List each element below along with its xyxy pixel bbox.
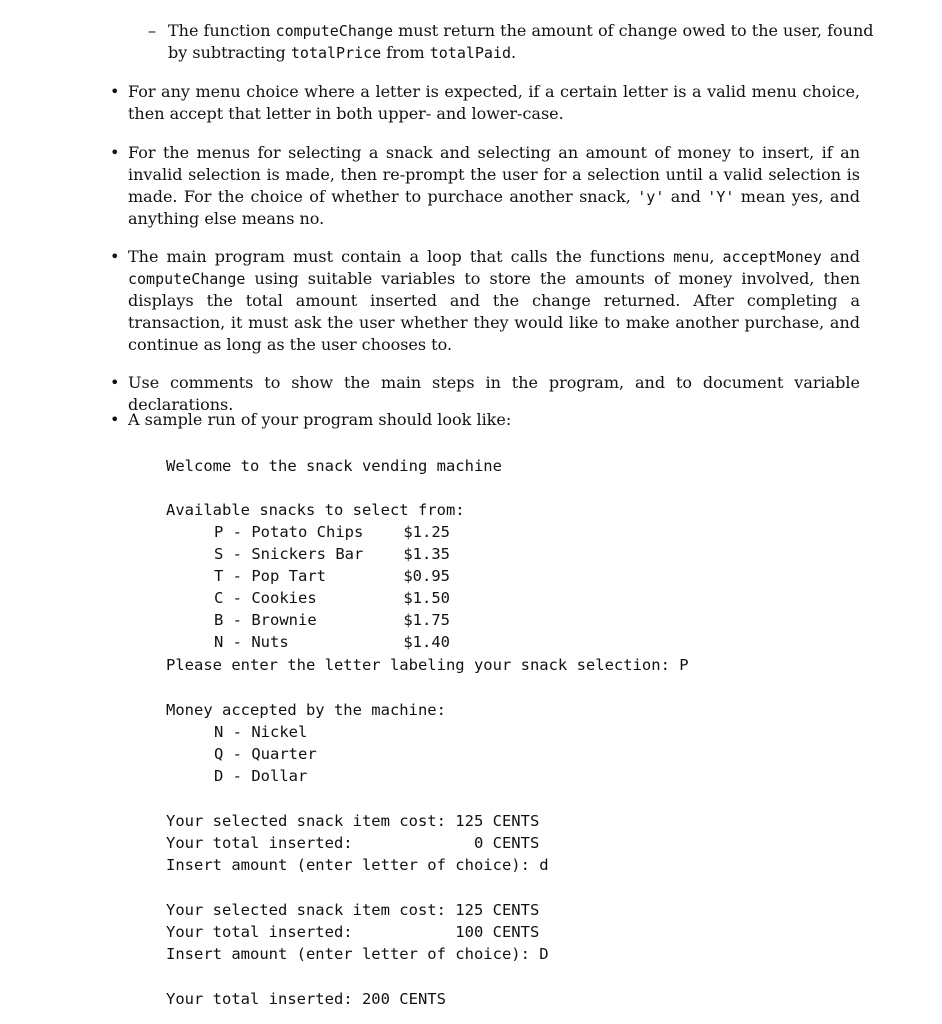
sub-item-text [168, 20, 878, 64]
console-snack-prompt: Please enter the letter labeling your snack selection: P [166, 656, 689, 674]
snack-letter: T [214, 567, 224, 585]
console-insert-prompt: Insert amount (enter letter of choice): d [166, 856, 549, 874]
snack-name: Brownie [251, 611, 317, 629]
sample-run-output [166, 455, 689, 1008]
text-run: The main program must contain a loop that calls the functions [128, 247, 674, 266]
console-inserted-line: Your total inserted: 0 CENTS [166, 834, 540, 852]
bullet-marker: • [110, 247, 120, 266]
bullet-marker: • [110, 143, 120, 162]
text-run: mean yes, and anything else means no. [128, 187, 861, 228]
bullet-marker: • [110, 410, 120, 429]
text-run: by subtracting [168, 43, 291, 62]
coin-row: Q - Quarter [214, 745, 317, 763]
code-computeChange: computeChange [128, 270, 246, 288]
coin-name: Quarter [251, 745, 317, 763]
code-computeChange: computeChange [275, 22, 393, 40]
console-available-header: Available snacks to select from: [166, 501, 465, 519]
console-insert-prompt: Insert amount (enter letter of choice): D [166, 945, 549, 963]
text-run: . [511, 43, 517, 62]
console-inserted-line: Your total inserted: 100 CENTS [166, 923, 540, 941]
coin-name: Dollar [251, 767, 308, 785]
snack-name: Snickers Bar [251, 545, 364, 563]
bullet-marker: • [110, 373, 120, 392]
snack-price: $1.40 [403, 633, 451, 651]
snack-row: S - Snickers Bar $1.35 [214, 545, 451, 563]
bullet-invalid-selection [110, 142, 860, 230]
text-run: and [821, 247, 861, 266]
snack-letter: N [214, 633, 224, 651]
code-menu: menu [673, 248, 710, 266]
console-money-header: Money accepted by the machine: [166, 701, 446, 719]
snack-price: $1.75 [403, 611, 451, 629]
text-run: For the menus for selecting a snack and selecting an amount of money to insert, if an invalid selection is made, then re-prompt the user for a selection until a valid selection is made. For the choice of whether to purchace another snack, [128, 143, 860, 206]
snack-row: C - Cookies $1.50 [214, 589, 451, 607]
coin-letter: N [214, 723, 224, 741]
snack-price: $1.35 [403, 545, 451, 563]
coin-letter: D [214, 767, 224, 785]
text-run: The function [168, 21, 276, 40]
console-cost-line: Your selected snack item cost: 125 CENTS [166, 901, 540, 919]
coin-name: Nickel [251, 723, 308, 741]
dash-marker: – [148, 21, 156, 40]
bullet-letter-case [110, 81, 860, 125]
snack-price: $0.95 [403, 567, 451, 585]
snack-row: T - Pop Tart $0.95 [214, 567, 451, 585]
bullet-marker: • [110, 82, 120, 101]
text-run: using suitable variables to store the amounts of money involved, then displays the total amount inserted and the change returned. After completing a transaction, it must ask the user whether they would like to make another purchase, and continue as long as the user chooses to. [128, 269, 860, 354]
snack-letter: P [214, 523, 224, 541]
bullet-text: A sample run of your program should look like: [128, 410, 512, 429]
snack-row: N - Nuts $1.40 [214, 633, 451, 651]
bullet-sample-run [110, 409, 860, 431]
code-acceptMoney: acceptMoney [722, 248, 822, 266]
snack-letter: S [214, 545, 224, 563]
bullet-text: For any menu choice where a letter is expected, if a certain letter is a valid menu choice, then accept that letter in both upper- and lower-case. [128, 82, 860, 123]
text-run: , [709, 247, 723, 266]
code-y-lower: 'y' [637, 188, 665, 206]
code-totalPaid: totalPaid [429, 44, 512, 62]
console-welcome: Welcome to the snack vending machine [166, 457, 502, 475]
bullet-text [128, 246, 860, 356]
code-totalPrice: totalPrice [290, 44, 382, 62]
snack-row: P - Potato Chips $1.25 [214, 523, 451, 541]
coin-letter: Q [214, 745, 224, 763]
snack-name: Nuts [251, 633, 289, 651]
bullet-text [128, 142, 860, 230]
text-run: from [381, 43, 430, 62]
bullet-text: Use comments to show the main steps in the program, and to document variable declarations. [128, 373, 860, 414]
text-run: must return the amount of change owed to the user, found [393, 21, 874, 40]
snack-price: $1.25 [403, 523, 451, 541]
coin-row: D - Dollar [214, 767, 308, 785]
snack-name: Pop Tart [251, 567, 326, 585]
snack-row: B - Brownie $1.75 [214, 611, 451, 629]
coin-row: N - Nickel [214, 723, 308, 741]
snack-name: Potato Chips [251, 523, 364, 541]
bullet-main-program [110, 246, 860, 356]
snack-letter: C [214, 589, 224, 607]
snack-name: Cookies [251, 589, 317, 607]
text-run: and [664, 187, 708, 206]
console-cost-line: Your selected snack item cost: 125 CENTS [166, 812, 540, 830]
code-y-upper: 'Y' [707, 188, 735, 206]
snack-price: $1.50 [403, 589, 451, 607]
console-final-total: Your total inserted: 200 CENTS [166, 990, 446, 1008]
snack-letter: B [214, 611, 224, 629]
